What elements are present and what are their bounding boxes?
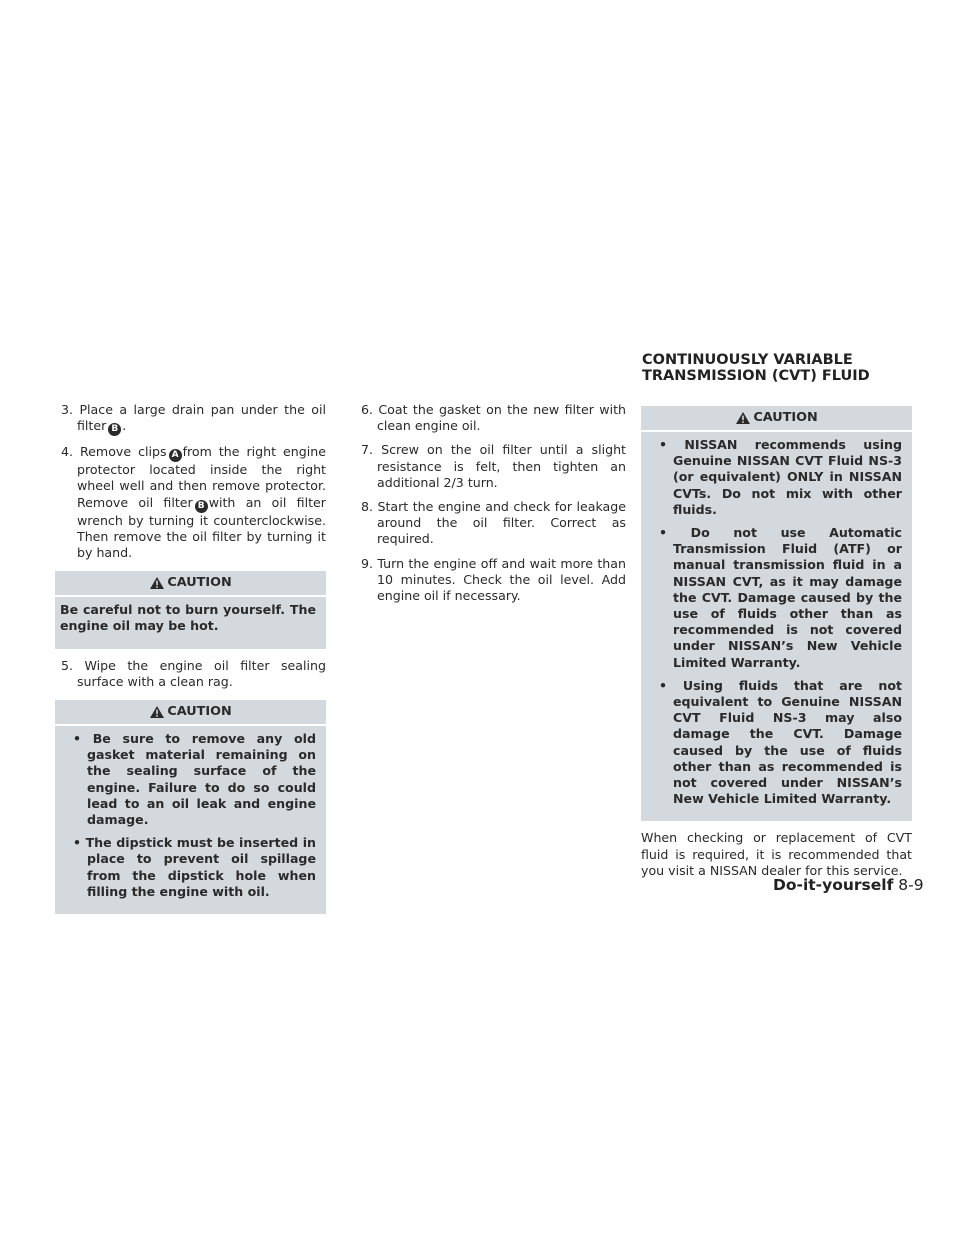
warning-triangle-icon: [149, 705, 165, 719]
step-5: 5. Wipe the engine oil filter sealing surface with a clean rag.: [61, 657, 326, 689]
caution-label: CAUTION: [753, 409, 818, 425]
step-6: 6. Coat the gasket on the new filter with clean engine oil.: [361, 402, 626, 434]
caution-box-hot-oil: [55, 571, 326, 648]
column-left: [55, 402, 326, 923]
warning-triangle-icon: [149, 576, 165, 590]
page-number: 8-9: [898, 876, 924, 894]
caution-label: CAUTION: [167, 703, 232, 719]
step-9: 9. Turn the engine off and wait more than 10 minutes. Check the oil level. Add engine oil if necessary.: [361, 555, 626, 604]
step-8: 8. Start the engine and check for leakage around the oil filter. Correct as required.: [361, 499, 626, 547]
column-right: [641, 402, 912, 887]
caution-bullet: • Do not use Automatic Transmission Fluid (ATF) or manual transmission fluid in a NISSAN CVT, as it may damage the CVT. Damage caused by the use of fluids other than as recommended is not covered under NISSAN’s New Vehicle Limited Warranty.: [659, 525, 902, 670]
page-footer: [773, 877, 924, 893]
caution-header: [55, 571, 326, 597]
caution-box-cvt-fluid: [641, 406, 912, 821]
callout-b-icon: B: [108, 423, 121, 436]
step-7: 7. Screw on the oil filter until a slight resistance is felt, then tighten an additional 2/3 turn.: [361, 442, 626, 490]
caution-label: CAUTION: [167, 575, 232, 591]
callout-a-icon: A: [169, 449, 182, 462]
caution-bullet: • The dipstick must be inserted in place to prevent oil spillage from the dipstick hole when filling the engine with oil.: [73, 835, 316, 899]
section-title: [642, 352, 942, 384]
section-title-line1: CONTINUOUSLY VARIABLE: [642, 352, 853, 368]
caution-box-gasket: [55, 700, 326, 914]
dealer-note: When checking or replacement of CVT fluid is required, it is recommended that you visit a NISSAN dealer for this service.: [641, 830, 912, 878]
column-middle: [355, 402, 626, 612]
caution-bullet: • NISSAN recommends using Genuine NISSAN CVT Fluid NS-3 (or equivalent) ONLY in NISSAN CVTs. Do not mix with other fluids.: [659, 437, 902, 517]
step-3: 3. Place a large drain pan under the oil filter B .: [61, 402, 326, 435]
warning-triangle-icon: [735, 411, 751, 425]
caution-header: [641, 406, 912, 432]
caution-text: Be careful not to burn yourself. The engine oil may be hot.: [60, 602, 316, 634]
section-title-line2: TRANSMISSION (CVT) FLUID: [642, 368, 870, 384]
chapter-name: Do-it-yourself: [773, 876, 894, 894]
caution-bullet: • Using fluids that are not equivalent to Genuine NISSAN CVT Fluid NS-3 may also damage the CVT. Damage caused by the use of fluids other than as recommended is not covered under NISSAN’s New Vehicle Limited Warranty.: [659, 677, 902, 807]
caution-bullet: • Be sure to remove any old gasket material remaining on the sealing surface of the engine. Failure to do so could lead to an oil leak and engine damage.: [73, 731, 316, 828]
step-4: 4. Remove clips A from the right engine protector located inside the right wheel well and then remove protector. Remove oil filter B with an oil filter wrench by turning it counterclockwise. Then remove the oil filter by turning it by hand.: [61, 444, 327, 561]
caution-header: [55, 700, 326, 726]
callout-b-icon: B: [195, 500, 208, 513]
